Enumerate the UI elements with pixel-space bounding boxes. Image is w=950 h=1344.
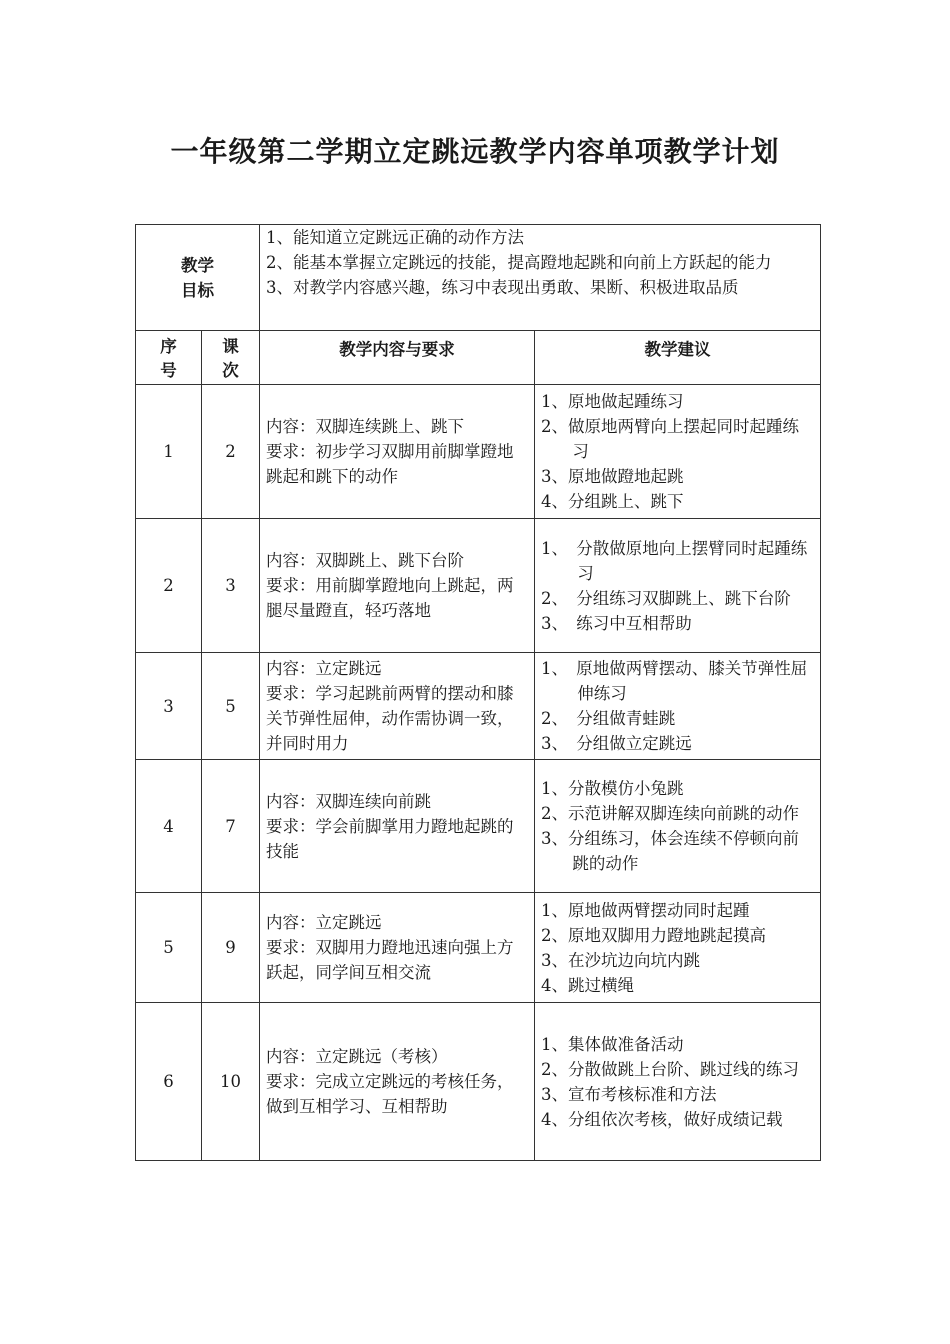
advice-item: 2、示范讲解双脚连续向前跳的动作	[541, 804, 799, 823]
header-seq-line1: 序	[160, 337, 177, 356]
row-requirement: 要求：学会前脚掌用力蹬地起跳的技能	[266, 816, 514, 861]
page-title: 一年级第二学期立定跳远教学内容单项教学计划	[170, 135, 780, 168]
row-seq: 5	[136, 893, 202, 1003]
row-seq: 6	[136, 1003, 202, 1161]
row-requirement: 要求：初步学习双脚用前脚掌蹬地跳起和跳下的动作	[266, 442, 514, 486]
advice-item: 1、集体做准备活动	[541, 1034, 684, 1054]
advice-item: 4、分组跳上、跳下	[541, 492, 684, 511]
row-content-cell	[260, 1003, 535, 1161]
row-content: 内容：双脚连续跳上、跳下	[266, 417, 464, 436]
row-seq: 4	[136, 760, 202, 893]
advice-item: 1、 原地做两臂摆动、膝关节弹性屈伸练习	[541, 659, 808, 703]
goal-item-2: 2、能基本掌握立定跳远的技能，提高蹬地起跳和向前上方跃起的能力	[266, 253, 772, 272]
row-content-cell	[260, 760, 535, 893]
goal-items	[260, 225, 821, 331]
table-row	[136, 519, 821, 653]
advice-item: 2、原地双脚用力蹬地跳起摸高	[541, 925, 766, 945]
row-seq: 3	[136, 653, 202, 760]
goal-label-line1: 教学	[181, 255, 214, 275]
header-seq	[136, 331, 202, 385]
row-advice-cell	[535, 893, 821, 1003]
row-advice-cell	[535, 385, 821, 519]
row-requirement: 要求：双脚用力蹬地迅速向强上方跃起，同学间互相交流	[266, 938, 514, 982]
table-row	[136, 893, 821, 1003]
advice-item: 2、 分组做青蛙跳	[541, 709, 676, 728]
row-requirement: 要求：完成立定跳远的考核任务，做到互相学习、互相帮助	[266, 1072, 514, 1116]
row-content-cell	[260, 519, 535, 653]
advice-item: 4、跳过横绳	[541, 975, 634, 995]
row-requirement: 要求：学习起跳前两臂的摆动和膝关节弹性屈伸，动作需协调一致，并同时用力	[266, 684, 514, 753]
row-advice-cell	[535, 1003, 821, 1161]
goal-row	[136, 225, 821, 331]
advice-item: 2、分散做跳上台阶、跳过线的练习	[541, 1059, 799, 1079]
row-content: 内容：双脚连续向前跳	[266, 791, 431, 811]
header-advice: 教学建议	[535, 331, 821, 385]
row-advice-cell	[535, 653, 821, 760]
header-row	[136, 331, 821, 385]
row-content: 内容：双脚跳上、跳下台阶	[266, 551, 464, 570]
goal-label	[136, 225, 260, 331]
row-lesson: 7	[202, 760, 260, 893]
row-requirement: 要求：用前脚掌蹬地向上跳起，两腿尽量蹬直，轻巧落地	[266, 576, 514, 620]
row-lesson: 5	[202, 653, 260, 760]
row-seq: 1	[136, 385, 202, 519]
row-advice-cell	[535, 760, 821, 893]
advice-item: 1、 分散做原地向上摆臂同时起踵练习	[541, 538, 808, 583]
advice-item: 2、做原地两臂向上摆起同时起踵练习	[541, 417, 799, 461]
advice-item: 4、分组依次考核，做好成绩记载	[541, 1109, 783, 1129]
table-row	[136, 760, 821, 893]
advice-item: 3、 练习中互相帮助	[541, 613, 692, 633]
advice-item: 3、在沙坑边向坑内跳	[541, 950, 700, 970]
goal-label-line2: 目标	[181, 280, 214, 300]
header-seq-line2: 号	[160, 361, 177, 380]
row-advice-cell	[535, 519, 821, 653]
table-row	[136, 653, 821, 760]
advice-item: 1、分散模仿小兔跳	[541, 779, 684, 798]
goal-item-1: 1、能知道立定跳远正确的动作方法	[266, 228, 524, 247]
row-content-cell	[260, 385, 535, 519]
lesson-plan-table	[135, 224, 821, 1161]
advice-item: 3、原地做蹬地起跳	[541, 467, 684, 486]
goal-item-3: 3、对教学内容感兴趣，练习中表现出勇敢、果断、积极进取品质	[266, 278, 739, 297]
advice-item: 2、 分组练习双脚跳上、跳下台阶	[541, 588, 791, 608]
header-lesson-line2: 次	[222, 361, 239, 380]
advice-item: 3、分组练习，体会连续不停顿向前跳的动作	[541, 829, 799, 873]
advice-item: 1、原地做起踵练习	[541, 392, 684, 411]
row-seq: 2	[136, 519, 202, 653]
header-lesson-line1: 课	[222, 337, 239, 356]
advice-item: 3、宣布考核标准和方法	[541, 1084, 717, 1104]
row-content: 内容：立定跳远	[266, 659, 382, 678]
row-content-cell	[260, 893, 535, 1003]
row-content-cell	[260, 653, 535, 760]
row-lesson: 3	[202, 519, 260, 653]
row-content: 内容：立定跳远（考核）	[266, 1047, 448, 1066]
advice-item: 1、原地做两臂摆动同时起踵	[541, 900, 750, 920]
row-lesson: 2	[202, 385, 260, 519]
header-content: 教学内容与要求	[260, 331, 535, 385]
header-lesson	[202, 331, 260, 385]
table-row	[136, 1003, 821, 1161]
row-lesson: 10	[202, 1003, 260, 1161]
advice-item: 3、 分组做立定跳远	[541, 734, 692, 753]
row-lesson: 9	[202, 893, 260, 1003]
table-row	[136, 385, 821, 519]
row-content: 内容：立定跳远	[266, 913, 382, 932]
